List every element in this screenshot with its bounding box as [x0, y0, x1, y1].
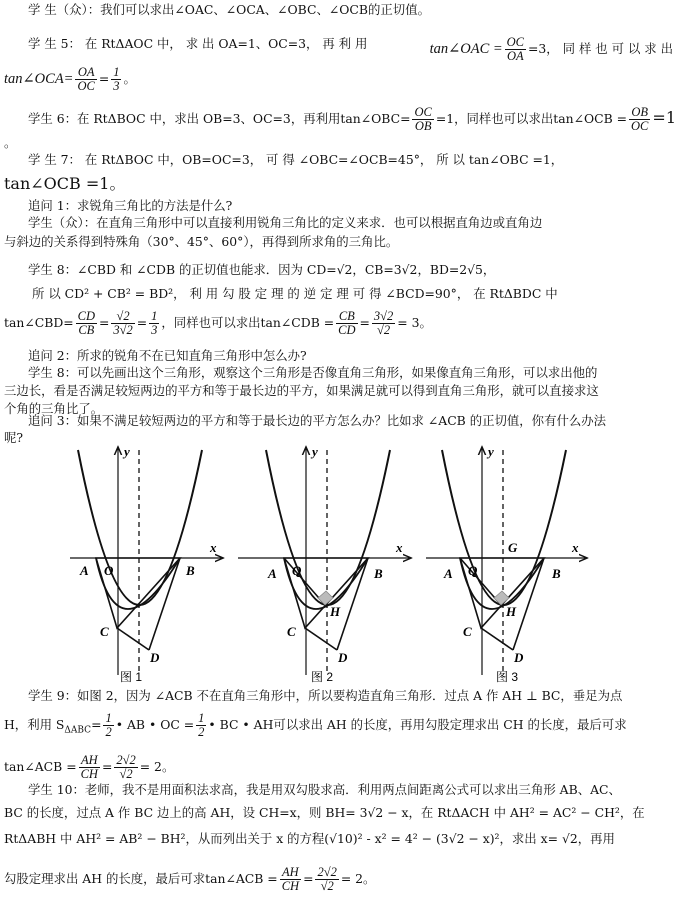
fraction: [336, 310, 357, 337]
line-student-all-b: [4, 234, 649, 250]
numerator: 2√2: [116, 753, 136, 767]
text: 学 生（众）：我们可以求出∠OAC、∠OCA、∠OBC、∠OCB的正切值。: [28, 2, 430, 17]
text: 学生 8：∠CBD 和 ∠CDB 的正切值也能求．因为 CD=√2，CB=3√2，BD=2√5，: [28, 262, 496, 277]
text: 学生 9：如图 2，因为 ∠ACB 不在直角三角形中，所以要构造直角三角形．过点 A 作 AH ⊥ BC，垂足为点: [28, 688, 623, 703]
label-c: C: [463, 624, 472, 639]
label-h: H: [330, 604, 341, 619]
fraction: [76, 310, 97, 337]
line-student5-a: [0, 36, 679, 63]
text: 与斜边的关系得到特殊角（30°、45°、60°），再得到所求角的三角比。: [4, 234, 399, 249]
fraction: [111, 66, 121, 93]
text: 学生 6：在 RtΔBOC 中，求出 OB=3、OC=3，再利用tan∠OBC=: [28, 111, 411, 126]
text: BC 的长度，过点 A 作 BC 边上的高 AH，设 CH=x，则 BH= 3√2 − x，在 RtΔACH 中 AH² = AC² − CH²，在: [4, 805, 645, 820]
text: 。: [4, 135, 17, 150]
text: 学 生 5： 在 RtΔAOC 中， 求 出 OA=1、OC=3， 再 利 用: [28, 36, 368, 51]
numerator: 3√2: [373, 309, 394, 323]
text: =3， 同 样 也 可 以 求 出: [528, 41, 673, 56]
text: =: [91, 717, 102, 732]
text: 学 生 7： 在 RtΔBOC 中，OB=OC=3， 可 得 ∠OBC=∠OCB=45°， 所 以 tan∠OBC =1，: [28, 152, 564, 167]
line-student8-b: [32, 286, 677, 302]
text: 所 以 CD² + CB² = BD²， 利 用 勾 股 定 理 的 逆 定 理 可 得 ∠BCD=90°， 在 RtΔBDC 中: [32, 286, 558, 301]
line-question1: [0, 198, 673, 214]
line-student-all-a: [0, 215, 673, 231]
label-y: y: [488, 444, 494, 459]
label-a: A: [80, 563, 89, 578]
label-a: A: [268, 566, 277, 581]
text: 学生 8：可以先画出这个三角形，观察这个三角形是否像直角三角形，如果像直角三角形，可以求出他的: [28, 365, 598, 380]
label-x: x: [210, 540, 217, 555]
line-student9-a: [0, 688, 673, 704]
line-student5-b: tan∠OCA= $\frac{OA}{OC}$ = $\frac{1}{3}$ 。: [4, 65, 136, 93]
s5-right: [430, 36, 673, 63]
label-a: A: [444, 566, 453, 581]
line-student7-a: [0, 152, 673, 168]
numerator: OA: [75, 66, 96, 80]
fraction: [79, 754, 100, 781]
caption-fig1: 图 1: [120, 670, 143, 684]
fraction: [629, 106, 650, 133]
label-d: D: [150, 650, 160, 665]
text: • BC • AH可以求出 AH 的长度，再用勾股定理求出 CH 的长度，最后可求: [208, 717, 627, 732]
text: • AB • OC =: [115, 717, 195, 732]
text: = 2。: [139, 759, 175, 774]
label-c: C: [287, 624, 296, 639]
line-student10-a: [0, 782, 673, 798]
denominator: 3√2: [113, 323, 133, 337]
fraction: [103, 712, 113, 739]
denominator: √2: [377, 323, 391, 337]
label-y: y: [124, 444, 130, 459]
text: 个角的三角比了。: [4, 401, 104, 416]
text: 追问 2：所求的锐角不在已知直角三角形中怎么办?: [28, 348, 307, 363]
numerator: 1: [198, 711, 205, 725]
fraction: [114, 754, 137, 781]
denominator: OC: [631, 119, 649, 133]
text: 追问 3：如果不满足较短两边的平方和等于最长边的平方怎么办？比如求 ∠ACB 的正切值，你有什么办法: [28, 413, 607, 428]
numerator: OC: [414, 105, 432, 119]
label-b: B: [552, 566, 561, 581]
numerator: AH: [79, 754, 100, 768]
label-x: x: [572, 540, 579, 555]
fraction: [505, 36, 526, 63]
denominator: CH: [80, 767, 98, 781]
line-student6: [0, 105, 676, 133]
line-student8b-a: [0, 365, 673, 381]
denominator: 2: [105, 725, 112, 739]
figure-2: [238, 444, 410, 684]
text: ，同样也可以求出tan∠CDB =: [161, 315, 335, 330]
fraction: [111, 310, 134, 337]
label-d: D: [514, 650, 524, 665]
line-student10-d: 勾股定理求出 AH 的长度，最后可求tan∠ACB = $\frac{AH}{CH}$ = $\frac{2√2}{√2}$ = 2。: [4, 865, 376, 893]
denominator: 3: [113, 79, 120, 93]
text: tan∠OCB =1。: [4, 174, 126, 193]
s5-left: [28, 36, 367, 63]
numerator: 1: [113, 65, 120, 79]
denominator: 2: [198, 725, 205, 739]
math: tan∠OCA=: [4, 71, 74, 87]
fraction: [149, 310, 159, 337]
text: 三边长，看是否满足较短两边的平方和等于最长边的平方，如果满足就可以得到直角三角形，就可以直接求这: [4, 383, 599, 398]
numerator: OC: [506, 35, 525, 49]
fraction: [280, 866, 301, 893]
text: = 3。: [397, 315, 432, 330]
label-q: Q: [468, 563, 478, 578]
text: tan∠ACB =: [4, 759, 77, 774]
text: 学生（众）：在直角三角形中可以直接利用锐角三角比的定义来求．也可以根据直角边或直角边: [28, 215, 543, 230]
fraction: [372, 310, 395, 337]
line-student-all-1: [0, 2, 673, 18]
fraction: [75, 66, 96, 93]
label-c: C: [100, 624, 109, 639]
denominator: √2: [320, 879, 334, 893]
line-student7-b: [4, 176, 649, 192]
text: tan∠CBD=: [4, 315, 74, 330]
denominator: OC: [77, 79, 95, 93]
text: =1: [652, 108, 676, 127]
line-student6-dot: [4, 135, 649, 151]
label-o: O: [104, 563, 114, 578]
label-q: Q: [292, 563, 302, 578]
line-student8b-b: [4, 383, 649, 399]
denominator: OA: [507, 49, 524, 63]
fraction: [315, 866, 338, 893]
line-student9-b: [4, 712, 649, 739]
line-student8-c: tan∠CBD= $\frac{CD}{CB}$ = $\frac{√2}{3√2}$ = $\frac{1}{3}$ ，同样也可以求出tan∠CDB = $\frac{CB}{CD}$ = $\frac{3√2}{√2}$ = 3。: [4, 309, 432, 337]
figures: [0, 440, 645, 685]
line-student8-a: [0, 262, 673, 278]
label-y: y: [312, 444, 318, 459]
fraction: [196, 712, 206, 739]
text: 追问 1：求锐角三角比的方法是什么?: [28, 198, 233, 213]
denominator: 3: [151, 323, 158, 337]
text: 呢?: [4, 430, 24, 445]
line-question2: [0, 348, 673, 364]
fraction: [412, 106, 433, 133]
numerator: OB: [629, 106, 650, 120]
line-student10-b: [4, 805, 649, 821]
numerator: CD: [77, 309, 96, 323]
numerator: 1: [105, 711, 112, 725]
figure-3: [426, 444, 586, 684]
denominator: CH: [281, 879, 300, 893]
denominator: CB: [78, 323, 95, 337]
label-x: x: [396, 540, 403, 555]
text: =1，同样也可以求出tan∠OCB =: [435, 111, 628, 126]
numerator: 1: [151, 309, 158, 323]
text: 勾股定理求出 AH 的长度，最后可求tan∠ACB =: [4, 871, 278, 886]
text: H，利用 S: [4, 717, 65, 732]
line-question3-a: [0, 413, 673, 429]
numerator: 2√2: [317, 865, 337, 879]
label-b: B: [374, 566, 383, 581]
caption-fig2: 图 2: [311, 670, 334, 684]
subscript: ΔABC: [64, 725, 92, 736]
line-student9-c: tan∠ACB = $\frac{AH}{CH}$ = $\frac{2√2}{√2}$ = 2。: [4, 753, 175, 781]
denominator: √2: [119, 767, 133, 781]
caption-fig3: 图 3: [496, 670, 519, 684]
label-g: G: [508, 540, 518, 555]
label-d: D: [338, 650, 348, 665]
numerator: CB: [336, 310, 357, 324]
label-h: H: [506, 604, 517, 619]
numerator: AH: [280, 866, 301, 880]
text: 学生 10：老师，我不是用面积法求高，我是用双勾股求高．利用两点间距离公式可以求出三角形 AB、AC、: [28, 782, 621, 797]
label-b: B: [186, 563, 195, 578]
text: = 2。: [340, 871, 376, 886]
text: RtΔABH 中 AH² = AB² − BH²，从而列出关于 x 的方程(√10)² - x² = 4² − (3√2 − x)²，求出 x= √2，再用: [4, 831, 615, 846]
line-student10-c: [4, 831, 649, 847]
numerator: √2: [111, 310, 134, 324]
math: tan∠OAC =: [429, 41, 503, 57]
denominator: CD: [338, 323, 356, 337]
figure-1: [70, 444, 222, 684]
denominator: OB: [414, 119, 432, 133]
